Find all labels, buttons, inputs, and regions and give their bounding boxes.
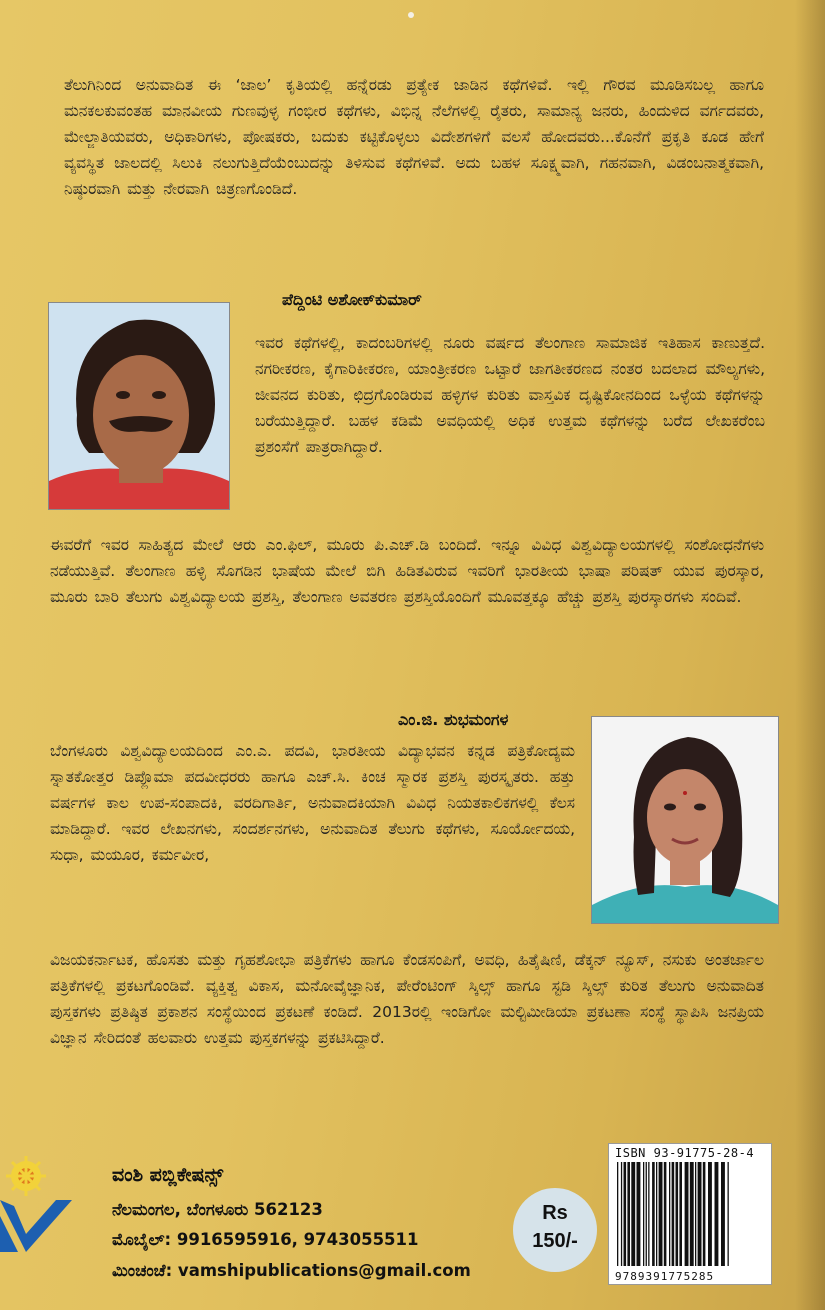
barcode-bar — [715, 1162, 719, 1266]
barcode-bar — [676, 1162, 679, 1266]
barcode-bar — [728, 1162, 729, 1266]
publisher-email: ಮಿಂಚಂಚೆ: vamshipublications@gmail.com — [112, 1261, 471, 1280]
barcode-bar — [617, 1162, 618, 1266]
barcode-bar — [679, 1162, 682, 1266]
barcode-bar — [643, 1162, 644, 1266]
barcode-bar — [685, 1162, 689, 1266]
barcode-bar — [708, 1162, 712, 1266]
translator-photo — [591, 716, 779, 924]
cover-edge-shadow — [795, 0, 825, 1310]
barcode-bar — [698, 1162, 702, 1266]
barcode-bar — [624, 1162, 627, 1266]
translator-bio-side: ಬೆಂಗಳೂರು ವಿಶ್ವವಿದ್ಯಾಲಯದಿಂದ ಎಂ.ಎ. ಪದವಿ, ಭಾರತೀಯ ವಿದ್ಯಾಭವನ ಕನ್ನಡ ಪತ್ರಿಕೋದ್ಯಮ ಸ್ನಾತಕೋತ್ತರ ಡಿಪ್ಲೊಮಾ ಪದವೀಧರರು ಹಾಗೂ ಎಚ್.ಸಿ. ಕಿಂಚ ಸ್ಮಾರಕ ಪ್ರಶಸ್ತಿ ಪುರಸ್ಕೃತರು. ಹತ್ತು ವರ್ಷಗಳ ಕಾಲ ಉಪ-ಸಂಪಾದಕಿ, ವರದಿಗಾರ್ತಿ, ಅನುವಾದಕಿಯಾಗಿ ವಿವಿಧ ನಿಯತಕಾಲಿಕಗಳಲ್ಲಿ ಕೆಲಸ ಮಾಡಿದ್ದಾರೆ. ಇವರ ಲೇಖನಗಳು, ಸಂದರ್ಶನಗಳು, ಅನುವಾದಿತ ತೆಲುಗು ಕಥೆಗಳು, ಸೂರ್ಯೋದಯ, ಸುಧಾ, ಮಯೂರ, ಕರ್ಮವೀರ, — [50, 742, 575, 864]
cover-mark — [408, 12, 414, 18]
translator-bio-full: ವಿಜಯಕರ್ನಾಟಕ, ಹೊಸತು ಮತ್ತು ಗೃಹಶೋಭಾ ಪತ್ರಿಕೆಗಳು ಹಾಗೂ ಕೆಂಡಸಂಪಿಗೆ, ಅವಧಿ, ಹಿತೈಷಿಣಿ, ಡೆಕ್ಕನ್ ನ್ಯೂಸ್, ನಸುಕು ಅಂತರ್ಜಾಲ ಪತ್ರಿಕೆಗಳಲ್ಲಿ ಪ್ರಕಟಗೊಂಡಿವೆ. ವ್ಯಕ್ತಿತ್ವ ವಿಕಾಸ, ಮನೋವೈಜ್ಞಾನಿಕ, ಪೇರೆಂಟಿಂಗ್ ಸ್ಕಿಲ್ಸ್ ಹಾಗೂ ಸ್ಟಡಿ ಸ್ಕಿಲ್ಸ್ ಕುರಿತ ತೆಲುಗು ಅನುವಾದಿತ ಪುಸ್ತಕಗಳು ಪ್ರತಿಷ್ಠಿತ ಪ್ರಕಾಶನ ಸಂಸ್ಥೆಯಿಂದ ಪ್ರಕಟಣೆ ಕಂಡಿದೆ. 2013ರಲ್ಲಿ ಇಂಡಿಗೋ ಮಲ್ಟಿಮೀಡಿಯಾ ಪ್ರಕಟಣಾ ಸಂಸ್ಥೆ ಸ್ಥಾಪಿಸಿ ಜನಪ್ರಿಯ ವಿಜ್ಞಾನ ಸೇರಿದಂತೆ ಹಲವಾರು ಉತ್ತಮ ಪುಸ್ತಕಗಳನ್ನು ಪ್ರಕಟಿಸಿದ್ದಾರೆ. — [50, 951, 764, 1047]
publisher-mobile: ಮೊಬೈಲ್: 9916595916, 9743055511 — [112, 1230, 419, 1249]
barcode-bar — [721, 1162, 725, 1266]
translator-name: ಎಂ.ಜಿ. ಶುಭಮಂಗಳ — [398, 710, 509, 729]
barcode-bar — [646, 1162, 647, 1266]
author-bio-side: ಇವರ ಕಥೆಗಳಲ್ಲಿ, ಕಾದಂಬರಿಗಳಲ್ಲಿ ನೂರು ವರ್ಷದ ತೆಲಂಗಾಣ ಸಾಮಾಜಿಕ ಇತಿಹಾಸ ಕಾಣುತ್ತದೆ. ನಗರೀಕರಣ, ಕೈಗಾರಿಕೀಕರಣ, ಯಾಂತ್ರೀಕರಣ ಒಟ್ಟಾರೆ ಜಾಗತೀಕರಣದ ನಂತರ ಬದಲಾದ ಮೌಲ್ಯಗಳು, ಜೀವನದ ಕುರಿತು, ಛಿದ್ರಗೊಂಡಿರುವ ಹಳ್ಳಿಗಳ ಕುರಿತು ವಾಸ್ತವಿಕ ದೃಷ್ಟಿಕೋನದಿಂದ ಒಳ್ಳೆಯ ಕಥೆಗಳನ್ನು ಬರೆಯುತ್ತಿದ್ದಾರೆ. ಬಹಳ ಕಡಿಮೆ ಅವಧಿಯಲ್ಲಿ ಅಧಿಕ ಉತ್ತಮ ಕಥೆಗಳನ್ನು ಬರೆದ ಲೇಖಕರೆಂಬ ಪ್ರಶಂಸೆಗೆ ಪಾತ್ರರಾಗಿದ್ದಾರೆ. — [255, 334, 765, 456]
barcode-bar — [656, 1162, 657, 1266]
barcode-number: 9789391775285 — [615, 1270, 715, 1283]
isbn-barcode — [608, 1143, 772, 1285]
barcode-bar — [652, 1162, 655, 1266]
barcode-bar — [695, 1162, 696, 1266]
barcode-bar — [637, 1162, 641, 1266]
barcode-bar — [631, 1162, 635, 1266]
barcode-bar — [703, 1162, 706, 1266]
author-name: ಪೆದ್ದಿಂಟಿ ಅಶೋಕ್‌ಕುಮಾರ್ — [282, 290, 422, 309]
intro-paragraph: ತೆಲುಗಿನಿಂದ ಅನುವಾದಿತ ಈ ‘ಜಾಲ’ ಕೃತಿಯಲ್ಲಿ ಹನ್ನೆರಡು ಪ್ರತ್ಯೇಕ ಜಾಡಿನ ಕಥೆಗಳಿವೆ. ಇಲ್ಲಿ ಗೌರವ ಮೂಡಿಸಬಲ್ಲ ಹಾಗೂ ಮನಕಲಕುವಂತಹ ಮಾನವೀಯ ಗುಣವುಳ್ಳ ಗಂಭೀರ ಕಥೆಗಳು, ವಿಭಿನ್ನ ನೆಲೆಗಳಲ್ಲಿ ರೈತರು, ಸಾಮಾನ್ಯ ಜನರು, ಹಿಂದುಳಿದ ವರ್ಗದವರು, ಮೇಲ್ಜಾತಿಯವರು, ಅಧಿಕಾರಿಗಳು, ಪೋಷಕರು, ಬದುಕು ಕಟ್ಟಿಕೊಳ್ಳಲು ವಿದೇಶಗಳಿಗೆ ವಲಸೆ ಹೋದವರು...ಕೊನೆಗೆ ಪ್ರಕೃತಿ ಕೂಡ ಹೇಗೆ ವ್ಯವಸ್ಥಿತ ಜಾಲದಲ್ಲಿ ಸಿಲುಕಿ ನಲುಗುತ್ತಿದೆಯೆಂಬುದನ್ನು ತಿಳಿಸುವ ಕಥೆಗಳಿವೆ. ಅದು ಬಹಳ ಸೂಕ್ಷ್ಮವಾಗಿ, ಗಹನವಾಗಿ, ವಿಡಂಬನಾತ್ಮಕವಾಗಿ, ನಿಷ್ಠುರವಾಗಿ ಮತ್ತು ನೇರವಾಗಿ ಚಿತ್ರಣಗೊಂಡಿದೆ. — [64, 76, 764, 198]
isbn-label: ISBN 93-91775-28-4 — [615, 1146, 755, 1160]
publisher-name: ವಂಶಿ ಪಬ್ಲಿಕೇಷನ್ಸ್ — [112, 1164, 224, 1186]
barcode-bar — [659, 1162, 663, 1266]
barcode-bar — [690, 1162, 694, 1266]
publisher-address: ನೆಲಮಂಗಲ, ಬೆಂಗಳೂರು 562123 — [112, 1200, 323, 1219]
publisher-logo — [0, 1156, 80, 1268]
barcode-bar — [669, 1162, 670, 1266]
barcode-bar — [627, 1162, 630, 1266]
barcode-bar — [621, 1162, 622, 1266]
barcode-bar — [664, 1162, 667, 1266]
barcode-bars — [615, 1162, 765, 1266]
author-bio-full: ಈವರೆಗೆ ಇವರ ಸಾಹಿತ್ಯದ ಮೇಲೆ ಆರು ಎಂ.ಫಿಲ್, ಮೂರು ಪಿ.ಎಚ್.ಡಿ ಬಂದಿದೆ. ಇನ್ನೂ ವಿವಿಧ ವಿಶ್ವವಿದ್ಯಾಲಯಗಳಲ್ಲಿ ಸಂಶೋಧನೆಗಳು ನಡೆಯುತ್ತಿವೆ. ತೆಲಂಗಾಣ ಹಳ್ಳಿ ಸೊಗಡಿನ ಭಾಷೆಯ ಮೇಲೆ ಬಿಗಿ ಹಿಡಿತವಿರುವ ಇವರಿಗೆ ಭಾರತೀಯ ಭಾಷಾ ಪರಿಷತ್ ಯುವ ಪುರಸ್ಕಾರ, ಮೂರು ಬಾರಿ ತೆಲುಗು ವಿಶ್ವವಿದ್ಯಾಲಯ ಪ್ರಶಸ್ತಿ, ತೆಲಂಗಾಣ ಅವತರಣ ಪ್ರಶಸ್ತಿಯೊಂದಿಗೆ ಮೂವತ್ತಕ್ಕೂ ಹೆಚ್ಚು ಪ್ರಶಸ್ತಿ ಪುರಸ್ಕಾರಗಳು ಸಂದಿವೆ. — [50, 536, 764, 606]
author-photo — [48, 302, 230, 510]
price-symbol: Rs — [542, 1202, 568, 1224]
barcode-bar — [648, 1162, 649, 1266]
price-badge — [513, 1188, 597, 1272]
price-amount: 150/- — [532, 1230, 578, 1252]
barcode-bar — [672, 1162, 675, 1266]
